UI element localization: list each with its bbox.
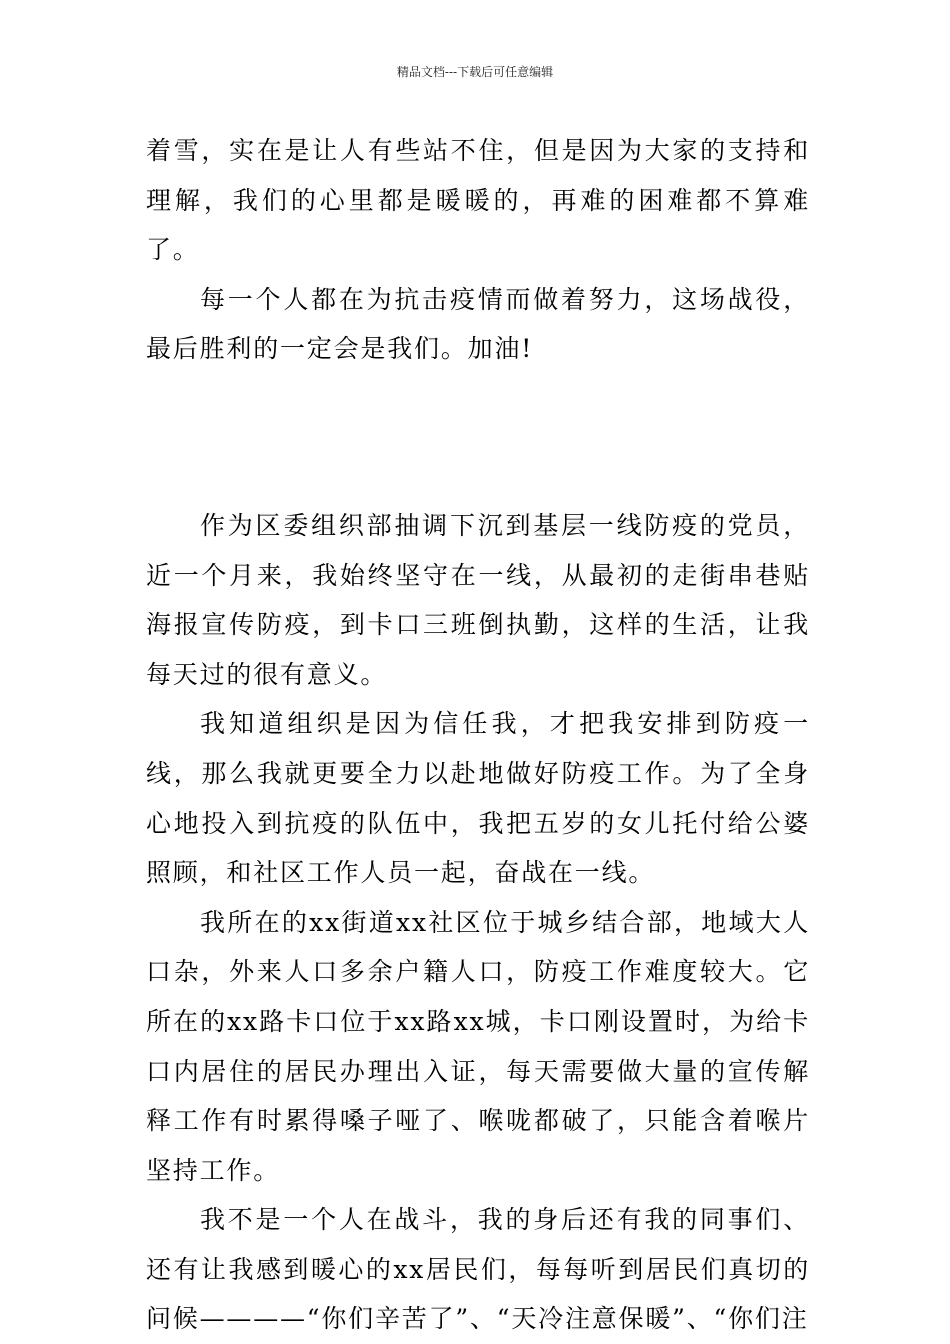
paragraph: 作为区委组织部抽调下沉到基层一线防疫的党员，近一个月来，我始终坚守在一线，从最初的走街串巷贴海报宣传防疫，到卡口三班倒执勤，这样的生活，让我每天过的很有意义。 (146, 510, 810, 689)
paragraph: 我所在的xx街道xx社区位于城乡结合部，地域大人口杂，外来人口多余户籍人口，防疫工作难度较大。它所在的xx路卡口位于xx路xx城，卡口刚设置时，为给卡口内居住的居民办理出入证，每天需要做大量的宣传解释工作有时累得嗓子哑了、喉咙都破了，只能含着喉片坚持工作。 (146, 907, 810, 1185)
paragraph: 我不是一个人在战斗，我的身后还有我的同事们、还有让我感到暖心的xx居民们，每每听到居民们真切的问候————“你们辛苦了”、“天冷注意保暖”、“你们注 (146, 1205, 810, 1334)
paragraph: 每一个人都在为抗击疫情而做着努力，这场战役，最后胜利的一定会是我们。加油! (146, 284, 810, 364)
paragraph-continued: 着雪，实在是让人有些站不住，但是因为大家的支持和理解，我们的心里都是暖暖的，再难的困难都不算难了。 (146, 136, 810, 265)
document-body (146, 126, 810, 1344)
page-header: 精品文档---下载后可任意编辑 (396, 65, 554, 79)
paragraph: 我知道组织是因为信任我，才把我安排到防疫一线，那么我就更要全力以赴地做好防疫工作。为了全身心地投入到抗疫的队伍中，我把五岁的女儿托付给公婆照顾，和社区工作人员一起，奋战在一线。 (146, 709, 810, 888)
section-gap (146, 374, 810, 501)
